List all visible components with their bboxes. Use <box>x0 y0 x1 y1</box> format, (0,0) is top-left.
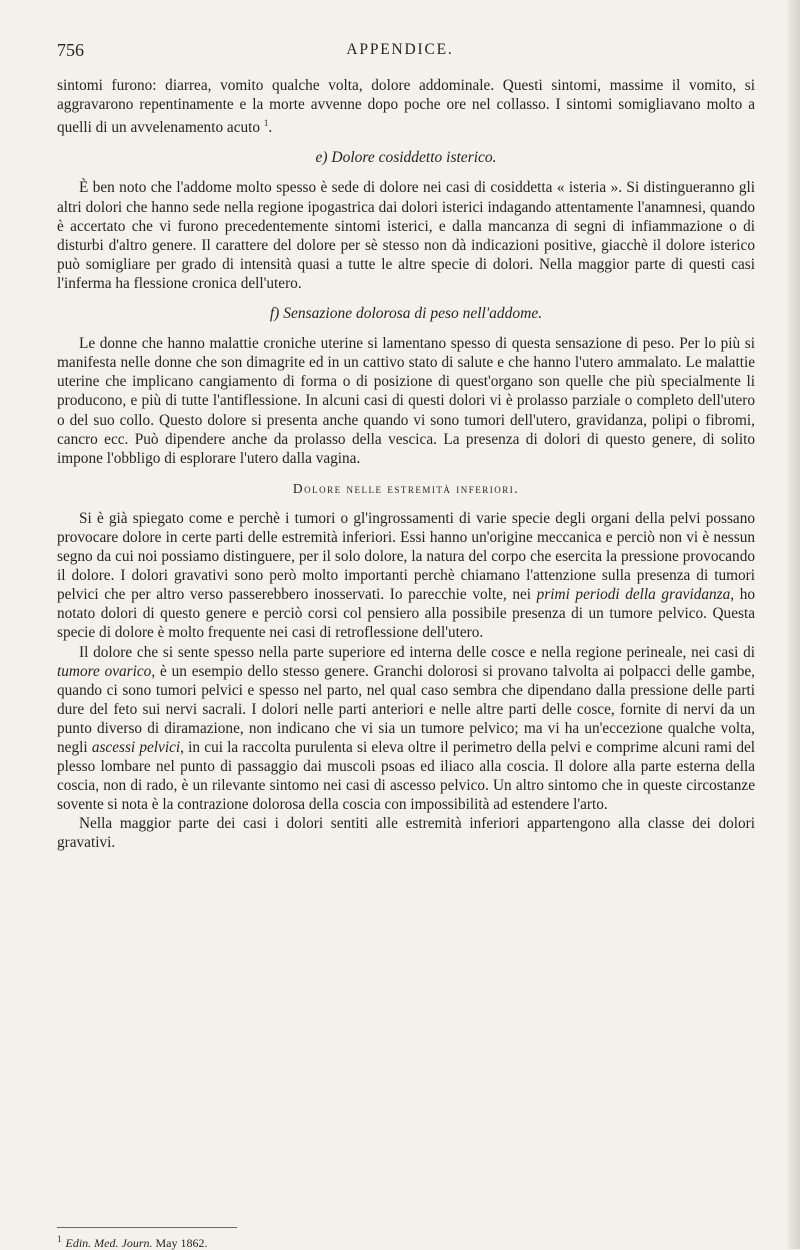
paragraph-text: Il dolore che si sente spesso nella parte superiore ed interna delle cosce e nella regione perineale, nei casi di <box>79 643 755 661</box>
italic-term: tumore ovarico <box>57 662 152 680</box>
subsection-heading-e: e) Dolore cosiddetto isterico. <box>315 149 497 167</box>
paragraph-text: , ho notato dolori di questo genere e perciò corsi col pensiero alla possibile presenza di un tumore pelvico. Questa specie di dolore è molto frequente nei casi di retroflessione dell'utero. <box>57 586 755 642</box>
paragraph-text: , è un esempio dello stesso genere. Granchi dolorosi si provano talvolta ai polpacci delle gambe, quando ci sono tumori pelvici e spesso nel parto, nel qual caso sembra che dipendano dalla pressione delle parti dure del feto sui nervi sacrali. I dolori nelle parti anteriori e nelle altre parti delle cosce, fornite di nervi da un punto diverso di diramazione, non indicano che vi sia un tumore pelvico; ma vi ha un'eccezione qualche volta, negli <box>57 662 755 756</box>
italic-term: primi periodi della gravidanza <box>536 586 731 604</box>
paragraph-lower-limbs-2 <box>57 643 755 815</box>
footnote-reference: 1 <box>263 118 269 129</box>
running-title: APPENDICE. <box>346 41 454 58</box>
running-header <box>0 40 800 64</box>
paragraph-text: sintomi furono: diarrea, vomito qualche volta, dolore addominale. Questi sintomi, massime il vomito, si aggravarono repentinamente e la morte avvenne dopo poche ore nel collasso. I sintomi somigliavano molto a quelli di un avvelenamento acuto <box>57 77 755 137</box>
subsection-heading-f: f) Sensazione dolorosa di peso nell'addome. <box>269 305 543 323</box>
section-heading-lower-limbs: Dolore nelle estremità inferiori. <box>292 480 520 496</box>
paragraph-text: , in cui la raccolta purulenta si eleva oltre il perimetro della pelvi e comprime alcuni rami del plesso lombare nel punto di passaggio dai muscoli psoas ed iliaco alla coscia. Il dolore alla parte esterna della coscia, non di rado, è un rilevante sintomo nei casi di ascesso pelvico. Un altro sintomo che in queste circostanze sovente si nota è la contrazione dolorosa della coscia con impossibilità ad estendere l'arto. <box>57 739 756 814</box>
footnote-source: Edin. Med. Journ. <box>65 1236 153 1250</box>
footnote <box>57 1232 207 1250</box>
footnote-date: May 1862. <box>155 1236 208 1250</box>
italic-term: ascessi pelvici <box>91 739 181 756</box>
paragraph-weight-sensation: Le donne che hanno malattie croniche uterine si lamentano spesso di questa sensazione di peso. Per lo più si manifesta nelle donne che son dimagrite ed in un cattivo stato di salute e che hanno l'utero ammalato. Le malattie uterine che implicano cangiamento di forma o di posizione di quest'organo son quelle che più specialmente li producono, e più di tutte l'antiflessione. In alcuni casi di questi dolori vi è prolasso parziale o completo dell'utero o del suo collo. Questo dolore si presenta anche quando vi sono tumori dell'utero, gravidanza, polipi o fibromi, cancro ecc. Può dipendere anche da prolasso della vescica. La presenza di dolori di questo genere, di solito impone l'obbligo di esplorare l'utero dalla vagina. <box>57 335 755 467</box>
footnote-rule <box>57 1227 237 1228</box>
paragraph-hysterical-pain: È ben noto che l'addome molto spesso è sede di dolore nei casi di cosiddetta « isteria ». Si distingueranno gli altri dolori che hanno sede nella regione ipogastrica dai dolori isterici indagando attentamente l'anamnesi, quando è accertato che vi furono precedentemente sintomi isterici, e dalla mancanza di segni di infiammazione o di disturbi d'altro genere. Il carattere del dolore per sè stesso non dà indicazioni positive, giacchè il dolore isterico può somigliare per grado di intensità quasi a tutte le altre specie di dolori. Nella maggior parte di questi casi l'inferma ha flessione cronica dell'utero. <box>57 179 755 292</box>
paragraph-lower-limbs-3: Nella maggior parte dei casi i dolori sentiti alle estremità inferiori appartengono alla classe dei dolori gravativi. <box>57 815 755 852</box>
page-edge-shadow <box>786 0 800 1249</box>
paragraph-continued <box>57 76 755 137</box>
paragraph-text: Si è già spiegato come e perchè i tumori o gl'ingrossamenti di varie specie degli organi della pelvi possano provocare dolore in certe parti delle estremità inferiori. Essi hanno un'origine meccanica e perciò non vi è nessun segno da cui noi possiamo distinguere, per il solo dolore, la natura del corpo che esercita la pressione provocando il dolore. I dolori gravativi sono però molto importanti perchè chiamano l'attenzione sulla presenza di tumori pelvici che per altro verso passerebbero inosservati. Io parecchie volte, nei <box>57 509 755 604</box>
paragraph-lower-limbs-1 <box>57 509 755 643</box>
page-number: 756 <box>57 40 84 60</box>
body-text <box>57 76 755 853</box>
paragraph-text-end: . <box>268 119 273 137</box>
footnote-marker: 1 <box>57 1234 62 1244</box>
